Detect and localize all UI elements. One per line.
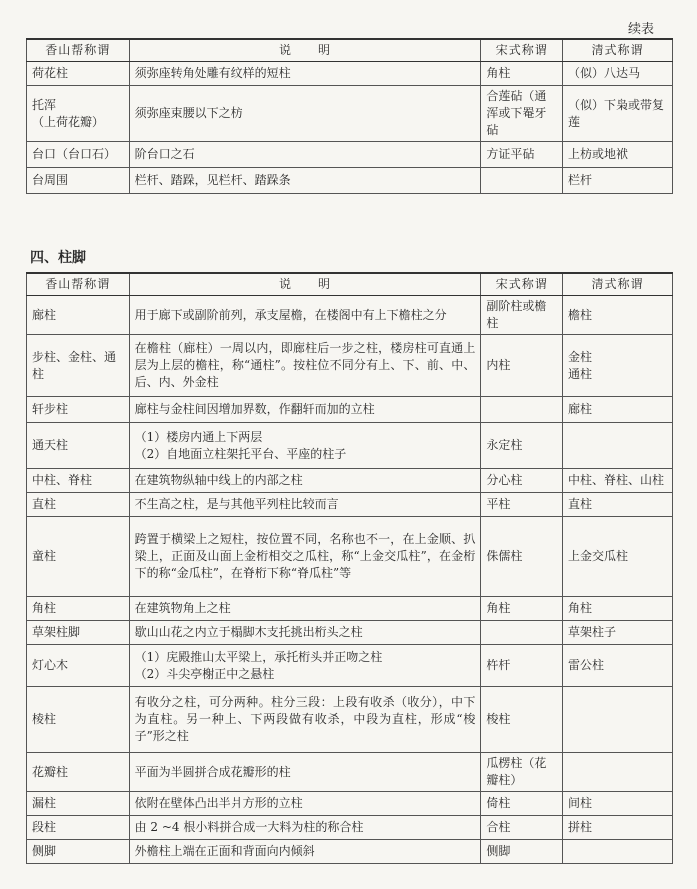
cell-description: 外檐柱上端在正面和背面向内倾斜 [129, 840, 481, 864]
table-row [27, 816, 673, 840]
table-row [27, 753, 673, 792]
table-row [27, 645, 673, 687]
header-song: 宋式称谓 [481, 39, 563, 62]
cell-description: 阶台口之石 [129, 142, 481, 168]
cell-xiangshan-term: 棱柱 [27, 687, 130, 753]
cell-qing-term: 中柱、脊柱、山柱 [563, 469, 673, 493]
cell-song-term: 梭柱 [481, 687, 563, 753]
cell-song-term: 分心柱 [481, 469, 563, 493]
header-song: 宋式称谓 [481, 273, 563, 296]
table-row [27, 86, 673, 142]
cell-description: （1）楼房内通上下两层 （2）自地面立柱架托平台、平座的柱子 [129, 423, 481, 469]
table-row [27, 792, 673, 816]
header-qing: 清式称谓 [563, 273, 673, 296]
continued-label: 续表 [628, 22, 655, 37]
cell-qing-term: （似）八达马 [563, 62, 673, 86]
cell-qing-term: 直柱 [563, 493, 673, 517]
cell-description: 有收分之柱，可分两种。柱分三段：上段有收杀（收分），中下为直柱。另一种上、下两段做有收杀，中段为直柱，形成“梭子”形之柱 [129, 687, 481, 753]
table-row [27, 397, 673, 423]
table-row [27, 168, 673, 194]
cell-song-term: 合柱 [481, 816, 563, 840]
cell-xiangshan-term: 段柱 [27, 816, 130, 840]
cell-song-term: 永定柱 [481, 423, 563, 469]
cell-qing-term: 金柱 通柱 [563, 335, 673, 397]
table-row [27, 142, 673, 168]
cell-qing-term: 拼柱 [563, 816, 673, 840]
table-row [27, 493, 673, 517]
cell-description: 廊柱与金柱间因增加界数，作翻轩而加的立柱 [129, 397, 481, 423]
cell-description: 歇山山花之内立于榻脚木支托挑出桁头之柱 [129, 621, 481, 645]
table-row [27, 840, 673, 864]
section-title: 四、柱脚 [30, 250, 86, 266]
cell-qing-term: 间柱 [563, 792, 673, 816]
cell-qing-term: 栏杆 [563, 168, 673, 194]
cell-qing-term: 上金交瓜柱 [563, 517, 673, 597]
cell-description: 在建筑物角上之柱 [129, 597, 481, 621]
cell-qing-term: 上枋或地袱 [563, 142, 673, 168]
cell-song-term: 角柱 [481, 62, 563, 86]
cell-xiangshan-term: 步柱、金柱、通柱 [27, 335, 130, 397]
cell-song-term: 瓜楞柱（花瓣柱） [481, 753, 563, 792]
cell-song-term: 杵杆 [481, 645, 563, 687]
cell-qing-term: （似）下枭或带复莲 [563, 86, 673, 142]
header-description: 说 明 [129, 273, 481, 296]
cell-xiangshan-term: 台周围 [27, 168, 130, 194]
cell-qing-term: 草架柱子 [563, 621, 673, 645]
cell-qing-term: 雷公柱 [563, 645, 673, 687]
cell-xiangshan-term: 花瓣柱 [27, 753, 130, 792]
cell-song-term: 侧脚 [481, 840, 563, 864]
cell-xiangshan-term: 台口（台口石） [27, 142, 130, 168]
cell-description: 不生高之柱，是与其他平列柱比较而言 [129, 493, 481, 517]
cell-xiangshan-term: 中柱、脊柱 [27, 469, 130, 493]
cell-qing-term [563, 840, 673, 864]
table-row [27, 597, 673, 621]
cell-song-term [481, 397, 563, 423]
cell-song-term: 平柱 [481, 493, 563, 517]
cell-xiangshan-term: 托浑 （上荷花瓣） [27, 86, 130, 142]
cell-xiangshan-term: 角柱 [27, 597, 130, 621]
cell-qing-term [563, 753, 673, 792]
cell-song-term: 合莲砧（通浑或下罨牙砧 [481, 86, 563, 142]
cell-xiangshan-term: 轩步柱 [27, 397, 130, 423]
cell-description: 由 2 ~4 根小料拼合成一大料为柱的称合柱 [129, 816, 481, 840]
cell-qing-term: 廊柱 [563, 397, 673, 423]
header-qing: 清式称谓 [563, 39, 673, 62]
cell-xiangshan-term: 草架柱脚 [27, 621, 130, 645]
cell-qing-term: 檐柱 [563, 296, 673, 335]
cell-description: 须弥座转角处雕有纹样的短柱 [129, 62, 481, 86]
cell-description: 在檐柱（廊柱）一周以内，即廊柱后一步之柱，楼房柱可直通上层为上层的檐柱，称“通柱”。按柱位不同分有上、下、前、中、后、内、外金柱 [129, 335, 481, 397]
cell-song-term: 方证平砧 [481, 142, 563, 168]
cell-description: 须弥座束腰以下之枋 [129, 86, 481, 142]
cell-xiangshan-term: 侧脚 [27, 840, 130, 864]
terminology-table-base [26, 38, 673, 194]
cell-description: 平面为半圆拼合成花瓣形的柱 [129, 753, 481, 792]
table-row [27, 517, 673, 597]
table-row [27, 423, 673, 469]
cell-qing-term [563, 687, 673, 753]
header-xiangshan: 香山帮称谓 [27, 39, 130, 62]
cell-song-term [481, 621, 563, 645]
terminology-table-columns [26, 272, 673, 864]
cell-description: 用于廊下或副阶前列，承支屋檐，在楼阁中有上下檐柱之分 [129, 296, 481, 335]
cell-xiangshan-term: 通天柱 [27, 423, 130, 469]
cell-description: 在建筑物纵轴中线上的内部之柱 [129, 469, 481, 493]
cell-qing-term: 角柱 [563, 597, 673, 621]
table-header-row [27, 39, 673, 62]
cell-song-term: 侏儒柱 [481, 517, 563, 597]
table-row [27, 687, 673, 753]
cell-song-term: 内柱 [481, 335, 563, 397]
table-row [27, 296, 673, 335]
header-xiangshan: 香山帮称谓 [27, 273, 130, 296]
table-row [27, 469, 673, 493]
cell-xiangshan-term: 灯心木 [27, 645, 130, 687]
cell-description: 依附在壁体凸出半爿方形的立柱 [129, 792, 481, 816]
table-row [27, 62, 673, 86]
cell-xiangshan-term: 廊柱 [27, 296, 130, 335]
cell-song-term: 角柱 [481, 597, 563, 621]
cell-song-term: 副阶柱或檐柱 [481, 296, 563, 335]
cell-qing-term [563, 423, 673, 469]
table-row [27, 621, 673, 645]
cell-song-term [481, 168, 563, 194]
header-description: 说 明 [129, 39, 481, 62]
table-header-row [27, 273, 673, 296]
cell-xiangshan-term: 童柱 [27, 517, 130, 597]
cell-xiangshan-term: 直柱 [27, 493, 130, 517]
table-row [27, 335, 673, 397]
cell-xiangshan-term: 漏柱 [27, 792, 130, 816]
cell-xiangshan-term: 荷花柱 [27, 62, 130, 86]
cell-description: 栏杆、踏跺，见栏杆、踏跺条 [129, 168, 481, 194]
cell-description: （1）庑殿推山太平梁上，承托桁头并正吻之柱 （2）斗尖亭榭正中之悬柱 [129, 645, 481, 687]
cell-song-term: 倚柱 [481, 792, 563, 816]
cell-description: 跨置于横梁上之短柱，按位置不同，名称也不一，在上金顺、扒梁上，正面及山面上金桁相交之瓜柱，称“上金交瓜柱”，在金桁下的称“金瓜柱”，在脊桁下称“脊瓜柱”等 [129, 517, 481, 597]
